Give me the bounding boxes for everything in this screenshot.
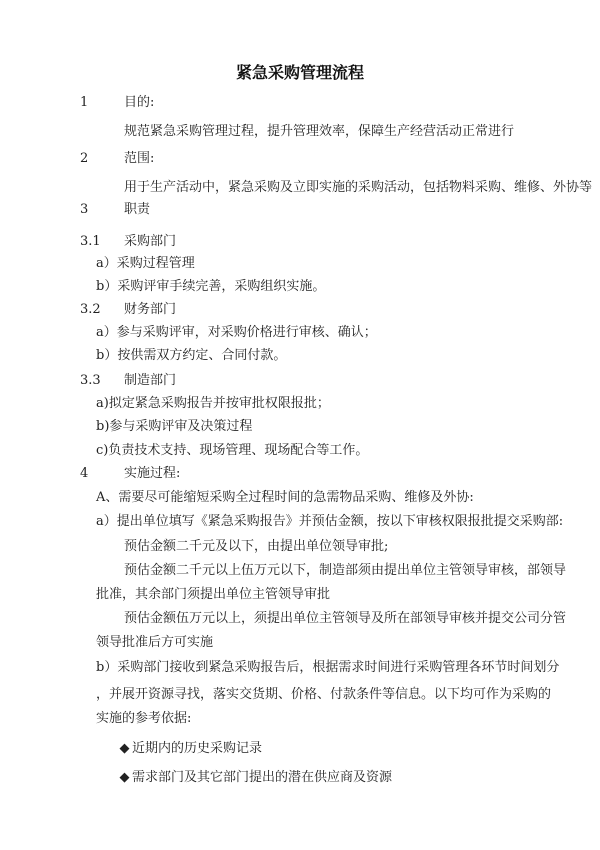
section-3-3-item: c)负责技术支持、现场管理、现场配合等工作。 xyxy=(96,443,369,458)
diamond-bullet-icon: ◆ xyxy=(119,741,130,756)
section-3-1-item: b）采购评审手续完善，采购组织实施。 xyxy=(96,279,326,294)
section-1-number: 1 xyxy=(80,95,89,110)
section-1-body: 规范紧急采购管理过程，提升管理效率，保障生产经营活动正常进行 xyxy=(124,124,515,139)
section-4-item-b-cont: ，并展开资源寻找，落实交货期、价格、付款条件等信息。以下均可作为采购的 xyxy=(96,687,552,702)
section-4-heading: 实施过程: xyxy=(124,466,181,481)
section-3-2-item: b）按供需双方约定、合同付款。 xyxy=(96,348,287,363)
section-3-3-item: a)拟定紧急采购报告并按审批权限报批； xyxy=(96,396,330,411)
section-3-2-item: a）参与采购评审，对采购价格进行审核、确认； xyxy=(96,325,377,340)
section-3-heading: 职责 xyxy=(124,202,151,217)
section-2-number: 2 xyxy=(80,151,89,166)
section-4-tier-3: 预估金额伍万元以上，须提出单位主管领导及所在部领导审核并提交公司分管 xyxy=(124,611,567,626)
section-3-1-number: 3.1 xyxy=(80,234,101,249)
section-3-1-heading: 采购部门 xyxy=(124,234,177,249)
section-4-item-a: a）提出单位填写《紧急采购报告》并预估金额，按以下审核权限报批提交采购部: xyxy=(96,514,564,529)
section-4-tier-2-cont: 批准，其余部门须提出单位主管领导审批 xyxy=(96,587,331,602)
section-4-tier-1: 预估金额二千元及以下，由提出单位领导审批; xyxy=(124,539,389,554)
section-2-heading: 范围: xyxy=(124,151,155,166)
section-4-item-b-cont: 实施的参考依据: xyxy=(96,711,192,726)
section-4-intro: A、需要尽可能缩短采购全过程时间的急需物品采购、维修及外协: xyxy=(96,490,474,505)
section-2-body: 用于生产活动中，紧急采购及立即实施的采购活动，包括物料采购、维修、外协等 xyxy=(124,180,593,195)
section-3-2-heading: 财务部门 xyxy=(124,302,177,317)
section-3-number: 3 xyxy=(80,202,89,217)
section-3-2-number: 3.2 xyxy=(80,302,101,317)
section-4-tier-3-cont: 领导批准后方可实施 xyxy=(96,635,214,650)
section-3-3-number: 3.3 xyxy=(80,373,101,388)
section-4-item-b: b）采购部门接收到紧急采购报告后，根据需求时间进行采购管理各环节时间划分 xyxy=(96,660,560,675)
diamond-bullet-icon: ◆ xyxy=(119,770,130,785)
section-4-number: 4 xyxy=(80,466,89,481)
bullet-item xyxy=(118,741,262,757)
bullet-item-text: 近期内的历史采购记录 xyxy=(132,741,263,756)
section-1-heading: 目的: xyxy=(124,95,155,110)
section-3-3-item: b)参与采购评审及决策过程 xyxy=(96,419,253,434)
bullet-item-text: 需求部门及其它部门提出的潜在供应商及资源 xyxy=(132,770,393,785)
section-3-3-heading: 制造部门 xyxy=(124,373,177,388)
bullet-item xyxy=(118,770,392,786)
section-3-1-item: a）采购过程管理 xyxy=(96,256,195,271)
document-title: 紧急采购管理流程 xyxy=(235,63,364,82)
section-4-tier-2: 预估金额二千元以上伍万元以下，制造部须由提出单位主管领导审核，部领导 xyxy=(124,563,567,578)
